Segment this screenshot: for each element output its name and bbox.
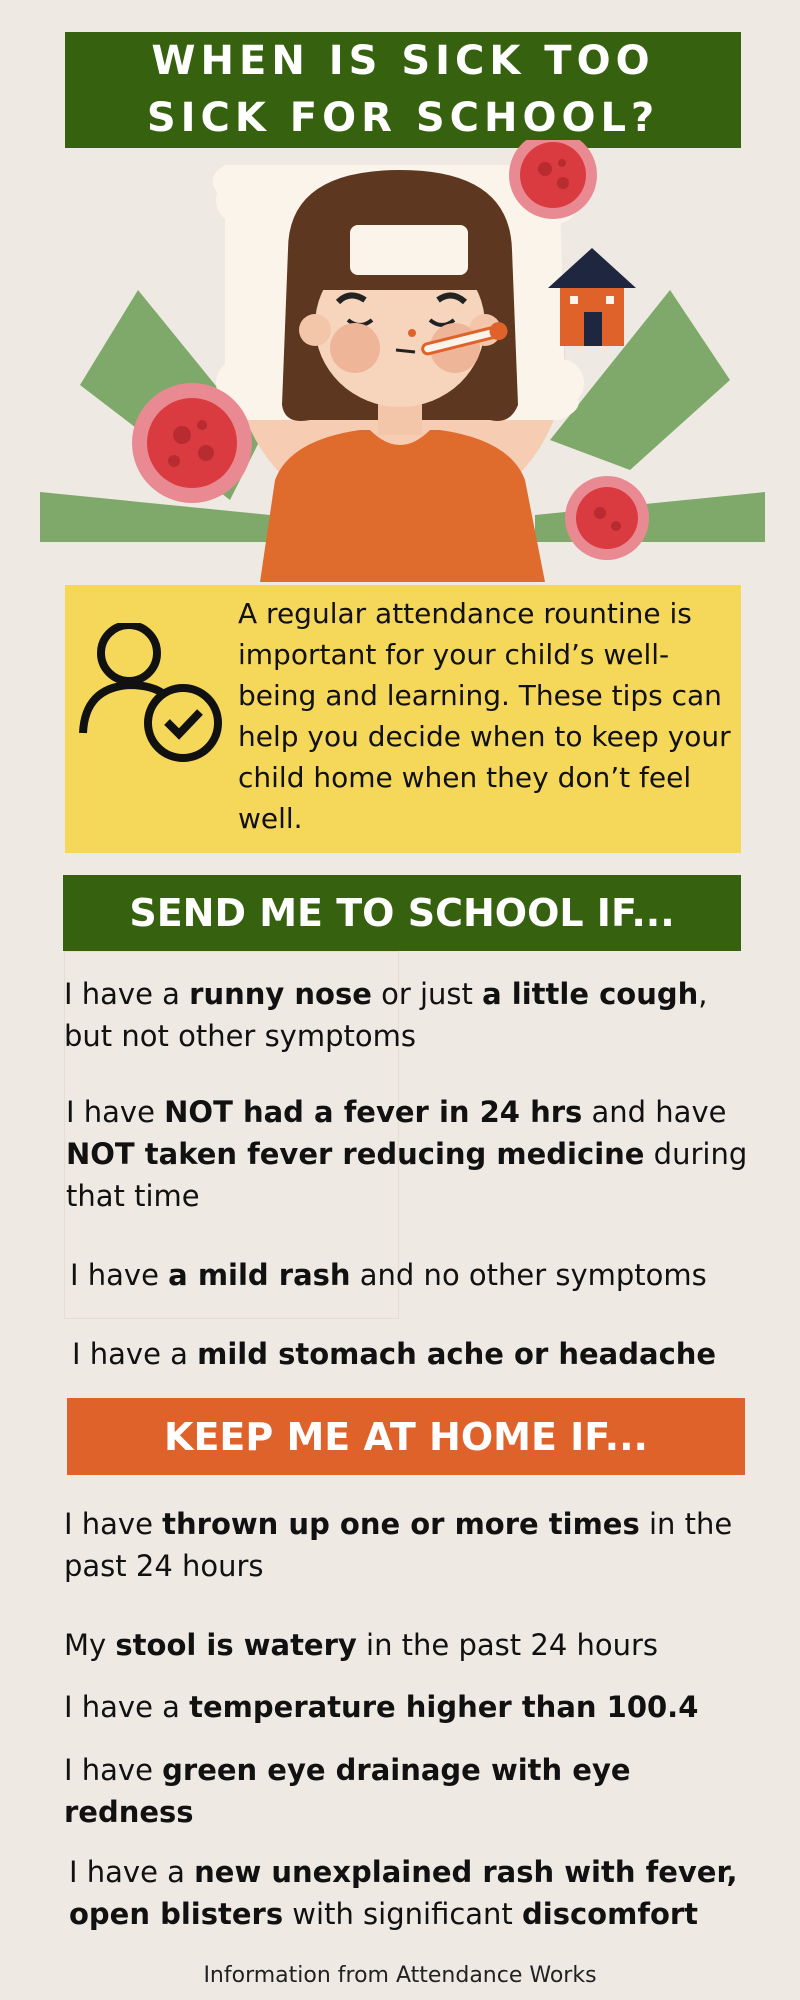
virus-icon [132,383,252,503]
keep-item-4: I have green eye drainage with eye redness [64,1753,631,1829]
keep-item-2: My stool is watery in the past 24 hours [64,1628,659,1662]
intro-box [65,585,741,853]
sick-girl-illustration [30,140,775,582]
keep-heading: KEEP ME AT HOME IF... [67,1398,745,1475]
send-heading: SEND ME TO SCHOOL IF... [63,875,741,951]
virus-icon [565,476,649,560]
left-hill [40,492,270,542]
send-item-1: I have a runny nose or just a little cough, but not other symptoms [64,977,708,1053]
source-footer: Information from Attendance Works [203,1963,597,1988]
keep-item-1: I have thrown up one or more times in the past 24 hours [64,1507,733,1583]
send-item-3: I have a mild rash and no other symptoms [70,1258,707,1292]
send-item-4: I have a mild stomach ache or headache [72,1337,717,1371]
person-check-icon [73,623,233,773]
shirt [260,430,545,582]
title-line-2: SICK FOR SCHOOL? [146,95,660,141]
keep-item-3: I have a temperature higher than 100.4 [64,1690,699,1724]
send-item-2: I have NOT had a fever in 24 hrs and have NOT taken fever reducing medicine during that time [66,1095,748,1213]
intro-text: A regular attendance rountine is important for your child’s well-being and learning. These tips can help you decide when to keep your child home when they don’t feel well. [238,597,731,835]
title-banner [65,32,741,148]
keep-item-5: I have a new unexplained rash with fever, open blisters with significant discomfort [69,1855,738,1931]
cold-towel [350,225,468,275]
title-line-1: WHEN IS SICK TOO [151,38,655,84]
